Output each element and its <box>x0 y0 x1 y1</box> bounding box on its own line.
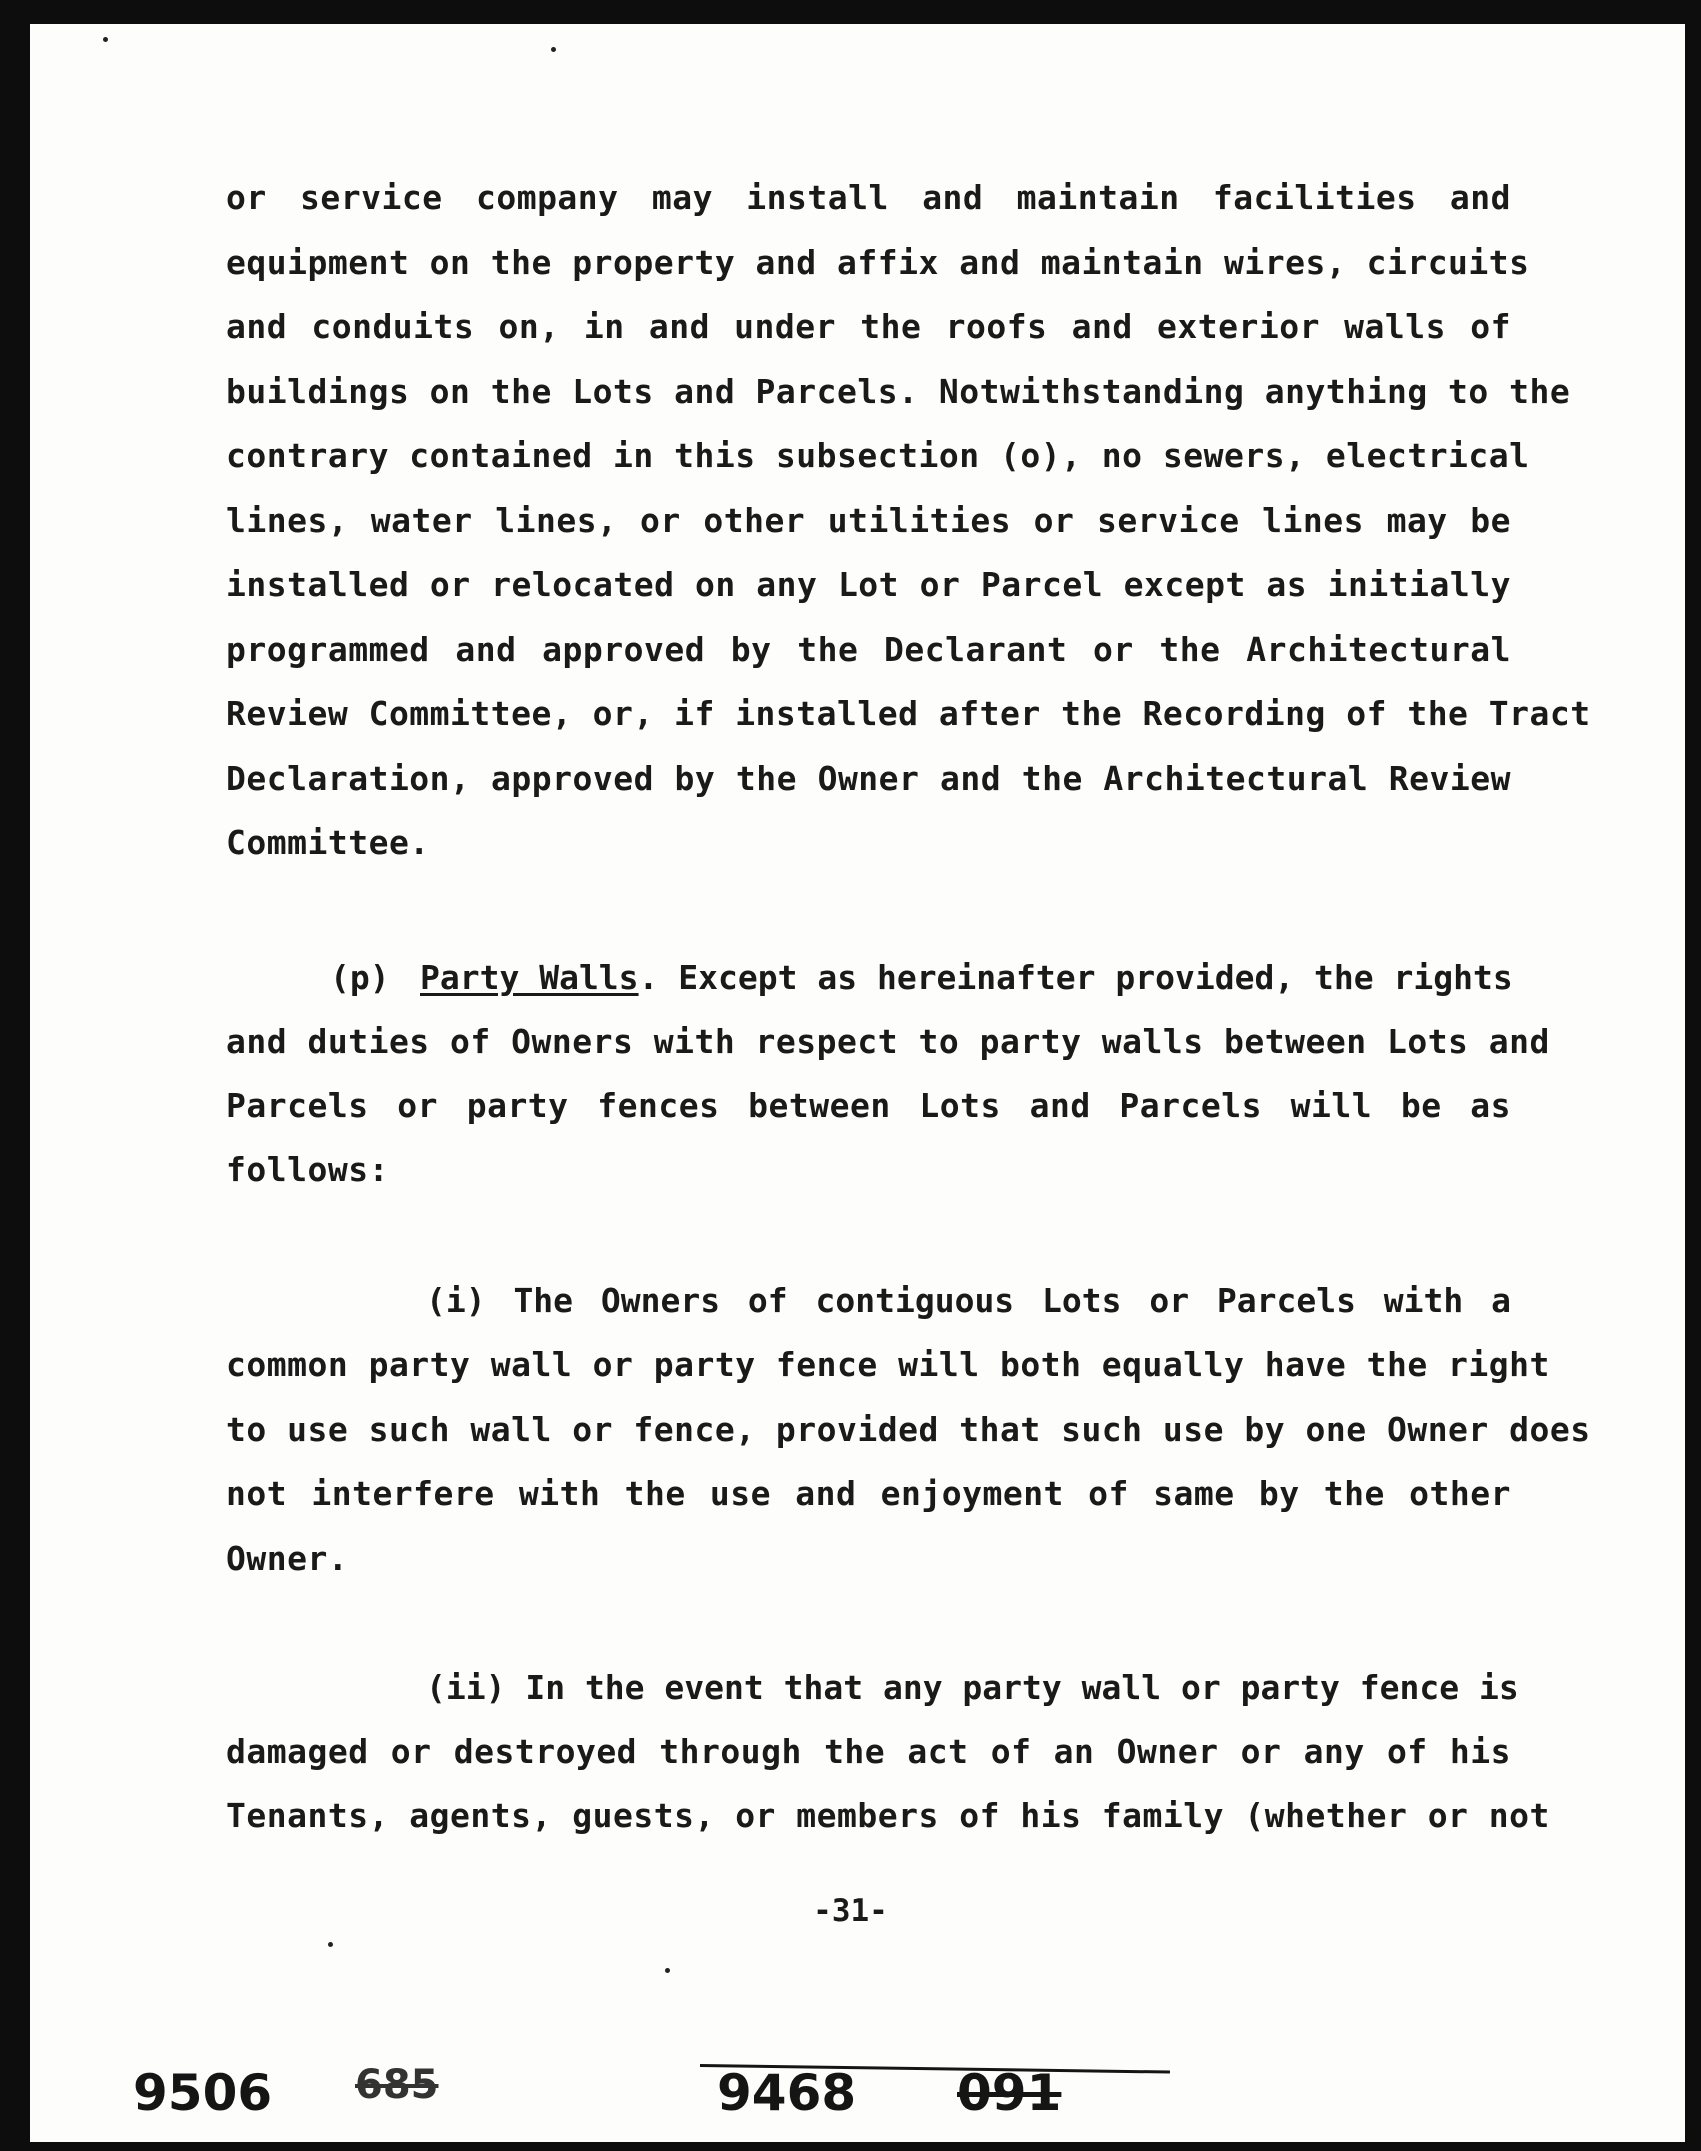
text-line: Tenants, agents, guests, or members of his family (whether or not <box>226 1796 1550 1835</box>
text-line: Committee. <box>226 823 430 862</box>
reference-number: 9506 <box>133 2064 273 2122</box>
text-line: contrary contained in this subsection (o), no sewers, electrical <box>226 436 1530 475</box>
section-p-marker: (p) <box>330 958 390 997</box>
text-line: lines, water lines, or other utilities or service lines may be <box>226 500 1511 540</box>
text-line: Declaration, approved by the Owner and the Architectural Review <box>226 758 1511 798</box>
page-number: -31- <box>813 1893 888 1929</box>
text-line: programmed and approved by the Declarant or the Architectural <box>226 629 1511 669</box>
subsection-ii-first-line: (ii) In the event that any party wall or party fence is <box>426 1668 1519 1707</box>
text-line: common party wall or party fence will both equally have the right <box>226 1345 1550 1384</box>
text-line: equipment on the property and affix and maintain wires, circuits <box>226 242 1530 282</box>
text-line: Parcels or party fences between Lots and Parcels will be as <box>226 1086 1511 1125</box>
text-line: to use such wall or fence, provided that such use by one Owner does <box>226 1409 1591 1449</box>
text-line: Owner. <box>226 1538 349 1578</box>
section-p-first-line-rest: . Except as hereinafter provided, the rights <box>638 958 1513 997</box>
text-line: Review Committee, or, if installed after the Recording of the Tract <box>226 694 1591 733</box>
reference-number: 091 <box>957 2064 1062 2122</box>
scan-speck <box>328 1942 333 1947</box>
text-line: not interfere with the use and enjoyment of same by the other <box>226 1474 1511 1513</box>
section-p-title: Party Walls <box>420 958 639 997</box>
scan-speck <box>665 1968 670 1973</box>
subsection-i-first-line: (i) The Owners of contiguous Lots or Parcels with a <box>426 1281 1511 1320</box>
text-line: or service company may install and maintain facilities and <box>226 178 1511 217</box>
scan-speck <box>551 47 556 52</box>
text-line: damaged or destroyed through the act of an Owner or any of his <box>226 1732 1511 1771</box>
section-p-heading <box>226 958 1511 997</box>
text-line: buildings on the Lots and Parcels. Notwithstanding anything to the <box>226 371 1571 411</box>
text-line: and conduits on, in and under the roofs and exterior walls of <box>226 307 1511 346</box>
text-line: follows: <box>226 1150 389 1189</box>
reference-number: 9468 <box>717 2064 857 2122</box>
text-line: installed or relocated on any Lot or Parcel except as initially <box>226 565 1511 604</box>
reference-number: 685 <box>355 2062 439 2108</box>
scan-speck <box>103 37 108 42</box>
text-line: and duties of Owners with respect to party walls between Lots and <box>226 1022 1550 1061</box>
